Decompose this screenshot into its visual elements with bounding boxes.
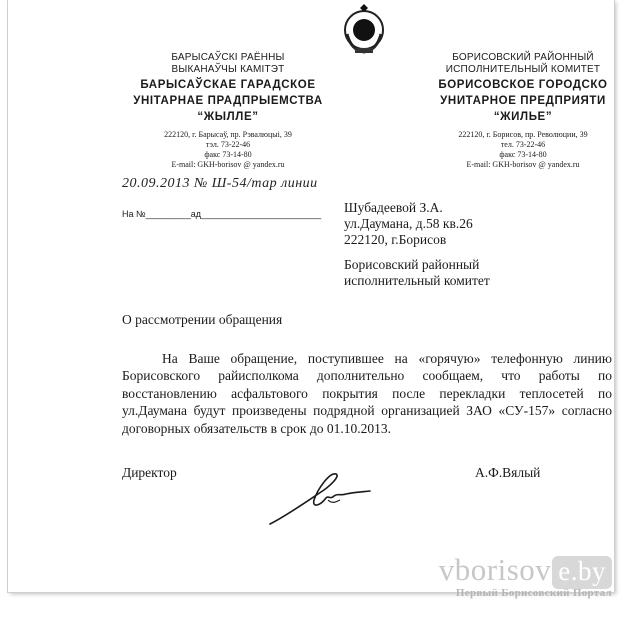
recipient-name: Шубадеевой З.А. — [344, 200, 443, 215]
copy-to-line1: Борисовский районный — [344, 257, 480, 272]
left-org-line1: БАРЫСАЎСКАЕ ГАРАДСКОЕ — [140, 79, 316, 91]
right-address: 222120, г. Борисов, пр. Революции, 39 — [458, 130, 588, 139]
header-belarusian — [118, 52, 338, 170]
right-phone: тел. 73-22-46 — [500, 140, 546, 149]
handwritten-signature — [266, 466, 376, 528]
right-fax: факс 73-14-80 — [499, 150, 547, 159]
letter-subject: О рассмотрении обращения — [122, 312, 283, 327]
signatory-name: А.Ф.Вялый — [475, 465, 541, 480]
copy-to-block — [344, 257, 490, 289]
site-watermark — [439, 552, 612, 599]
right-org-line3: “ЖИЛЬЕ” — [493, 111, 553, 123]
watermark-tagline: Первый Борисовский Портал — [455, 587, 612, 599]
registration-number: 20.09.2013 № Ш-54/тар линии — [122, 176, 318, 191]
watermark-badge: e.by — [552, 556, 612, 589]
left-authority-line2: ВЫКАНАЎЧЫ КАМІТЭТ — [171, 64, 285, 75]
watermark-logo — [439, 552, 612, 589]
letter-body — [122, 350, 612, 437]
signatory-title: Директор — [122, 465, 177, 480]
left-fax: факс 73-14-80 — [204, 150, 252, 159]
left-authority-line1: БАРЫСАЎСКІ РАЁННЫ — [171, 52, 285, 63]
recipient-city: 222120, г.Борисов — [344, 232, 447, 247]
left-email: E-mail: GKH-borisov @ yandex.ru — [171, 160, 285, 169]
right-org-line2: УНИТАРНОЕ ПРЕДПРИЯТИ — [440, 95, 606, 107]
letter-page — [8, 0, 614, 592]
left-org-line3: “ЖЫЛЛЕ” — [197, 111, 259, 123]
watermark-text: vborisov — [438, 552, 552, 587]
right-authority-line1: БОРИСОВСКИЙ РАЙОННЫЙ — [452, 52, 594, 63]
body-paragraph: На Ваше обращение, поступившее на «горячую» телефонную линию Борисовского райисполкома дополнительно сообщаем, что работы по восстановлению асфальтового покрытия после перекладки теплосетей по ул.Даумана будут произведены подрядной организацией ЗАО «СУ-157» согласно договорных обязательств в срок до 01.10.2013. — [122, 351, 612, 436]
state-emblem-icon — [341, 4, 387, 56]
right-org-line1: БОРИСОВСКОЕ ГОРОДСКО — [438, 79, 608, 91]
right-authority-line2: ИСПОЛНИТЕЛЬНЫЙ КОМИТЕТ — [445, 64, 601, 75]
left-phone: тэл. 73-22-46 — [205, 140, 251, 149]
reference-line: На №_________ад________________________ — [122, 209, 322, 219]
recipient-block — [344, 200, 473, 248]
left-address: 222120, г. Барысаў, пр. Рэвалюцыі, 39 — [164, 130, 292, 139]
copy-to-line2: исполнительный комитет — [344, 273, 490, 288]
header-russian — [413, 52, 624, 170]
right-email: E-mail: GKH-borisov @ yandex.ru — [466, 160, 580, 169]
recipient-street: ул.Даумана, д.58 кв.26 — [344, 216, 473, 231]
left-org-line2: УНІТАРНАЕ ПРАДПРЫЕМСТВА — [133, 95, 323, 107]
